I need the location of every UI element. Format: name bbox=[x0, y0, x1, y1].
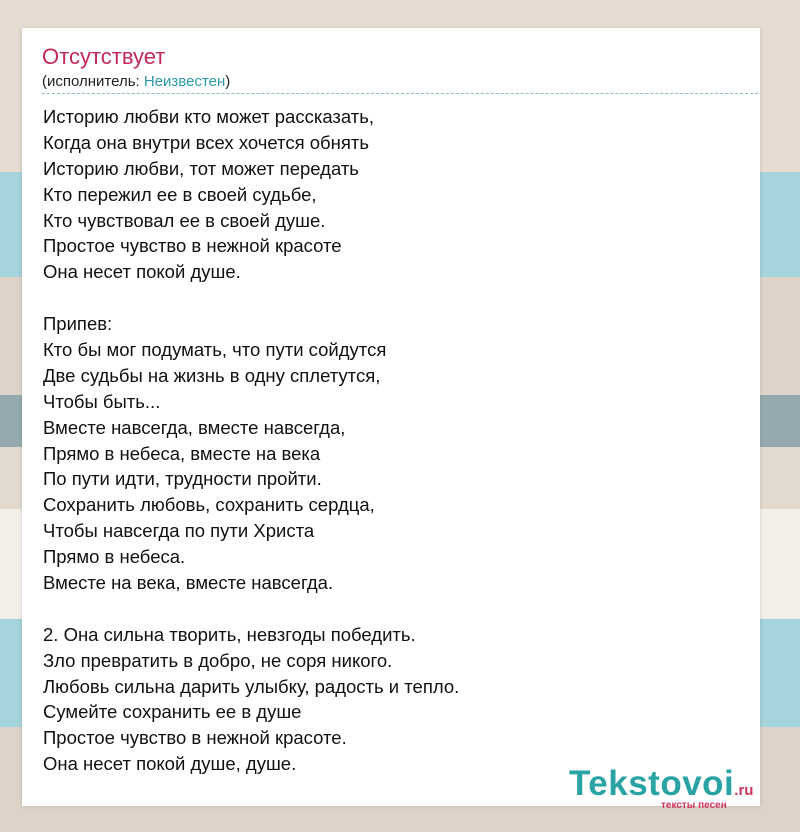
lyric-line: Сумейте сохранить ее в душе bbox=[43, 701, 302, 723]
lyric-line: Она несет покой душе. bbox=[43, 261, 241, 283]
artist-line bbox=[42, 72, 230, 92]
lyric-line: Вместе на века, вместе навсегда. bbox=[43, 572, 334, 594]
logo-tld: .ru bbox=[734, 782, 754, 799]
lyric-line: Историю любви, тот может передать bbox=[43, 157, 359, 179]
site-logo[interactable] bbox=[569, 766, 753, 801]
lyric-line: Историю любви кто может рассказать, bbox=[43, 106, 375, 127]
artist-link[interactable]: Неизвестен bbox=[143, 73, 226, 90]
lyric-line: Зло превратить в добро, не соря никого. bbox=[43, 649, 393, 671]
lyric-line: 2. Она сильна творить, невзгоды победить. bbox=[43, 623, 416, 645]
logo-wordmark: Tekstovoi bbox=[569, 764, 735, 803]
lyric-line: Чтобы быть... bbox=[43, 390, 161, 412]
lyric-line: Припев: bbox=[43, 313, 113, 335]
lyric-line: Простое чувство в нежной красоте bbox=[43, 235, 342, 257]
lyric-line: Прямо в небеса, вместе на века bbox=[43, 442, 321, 464]
lyric-line: Чтобы навсегда по пути Христа bbox=[43, 520, 315, 542]
lyric-line: Кто пережил ее в своей судьбе, bbox=[43, 183, 317, 205]
lyrics-card bbox=[22, 28, 760, 806]
lyric-line: Вместе навсегда, вместе навсегда, bbox=[43, 416, 346, 438]
artist-suffix: ) bbox=[225, 73, 231, 90]
lyric-blank-line bbox=[43, 596, 743, 622]
lyric-line: Кто бы мог подумать, что пути сойдутся bbox=[43, 339, 387, 361]
lyric-line: По пути идти, трудности пройти. bbox=[43, 468, 322, 490]
lyric-line: Когда она внутри всех хочется обнять bbox=[43, 131, 369, 153]
lyric-line: Простое чувство в нежной красоте. bbox=[43, 727, 347, 749]
lyric-line: Две судьбы на жизнь в одну сплетутся, bbox=[43, 364, 381, 386]
logo-subtitle: тексты песен bbox=[661, 800, 727, 811]
lyric-line: Она несет покой душе, душе. bbox=[43, 753, 297, 775]
song-title: Отсутствует bbox=[42, 44, 166, 69]
lyric-line: Сохранить любовь, сохранить сердца, bbox=[43, 494, 375, 516]
lyric-blank-line bbox=[43, 285, 743, 311]
title-divider bbox=[42, 93, 758, 94]
lyrics-text bbox=[43, 104, 743, 777]
lyric-line: Прямо в небеса. bbox=[43, 546, 186, 568]
lyric-line: Любовь сильна дарить улыбку, радость и тепло. bbox=[43, 675, 460, 697]
lyric-line: Кто чувствовал ее в своей душе. bbox=[43, 209, 326, 231]
artist-prefix: (исполнитель: bbox=[42, 73, 144, 90]
